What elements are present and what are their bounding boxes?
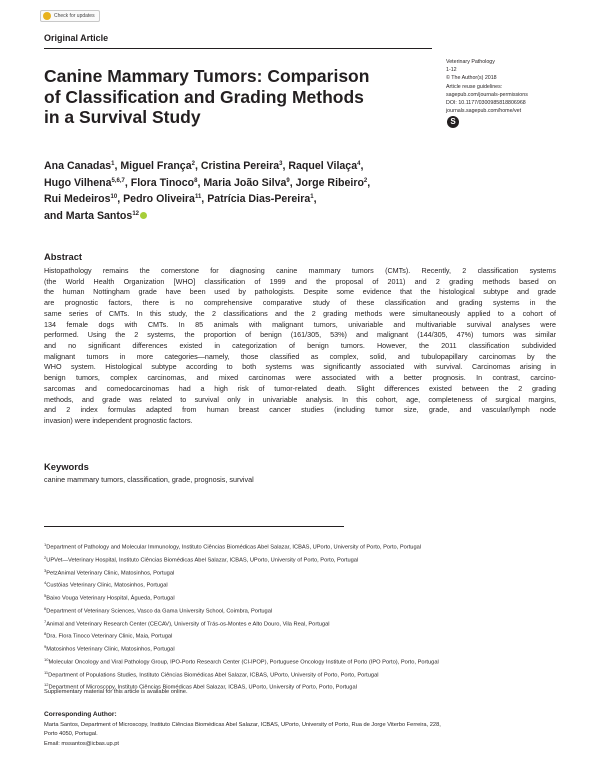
corresponding-address: Marta Santos, Department of Microscopy, Instituto Ciências Biomédicas Abel Salazar, ICBAS, UPorto, University of Porto, Rua de Jorge Viterbo Ferreira, 228, [44,722,441,728]
title-line: in a Survival Study [44,107,201,127]
author-affil-ref: 11 [194,194,202,201]
author-affil-ref: 9 [286,177,290,184]
abstract-line: the human Nottingham grade have been used by pathologists. Despite some evidence that the histological subtype and grade [44,287,556,297]
affiliation-number: 2 [44,554,47,560]
journal-copyright: © The Author(s) 2018 [446,75,497,82]
affiliation-text: Matosinhos Veterinary Clinic, Matosinhos, Portugal [46,646,175,653]
affiliation-text: Animal and Veterinary Research Center (CECAV), University of Trás-os-Montes e Alto Douro, Vila Real, Portugal [46,621,330,627]
author-affil-ref: 1 [111,161,115,167]
title-line: of Classification and Grading Methods [44,86,364,107]
check-updates-icon [43,12,51,20]
author-affil-ref: 4 [357,161,361,167]
affiliation-text: Department of Veterinary Sciences, Vasco da Gama University School, Coimbra, Portugal [46,608,273,615]
journal-home-link[interactable]: journals.sagepub.com/home/vet [446,108,522,115]
affiliation-text: Baixo Vouga Veterinary Hospital, Águeda, Portugal [46,595,175,602]
affiliation-item [44,629,564,642]
author-affil-ref: 1 [310,194,314,201]
author-sep: , [124,176,131,189]
abstract-line: WHO system. Histological subtype according to both systems was significantly associated with survival. Carcinomas arising in [44,362,556,372]
author-sep: , [282,160,289,172]
author-name: Patrícia Dias-Pereira [207,193,311,206]
journal-info [446,58,528,115]
affiliation-number: 8 [44,631,47,637]
affiliation-number: 9 [44,644,47,649]
sage-logo-icon: S [447,116,459,128]
journal-doi[interactable]: DOI: 10.1177/0300985818806968 [446,100,526,107]
affiliation-number: 4 [44,580,47,586]
affiliation-number: 7 [44,618,47,624]
affiliation-item [44,642,564,655]
affiliation-item [44,617,564,630]
affiliation-text: PetzAnimal Veterinary Clinic, Matosinhos, Portugal [46,570,175,576]
affiliation-number: 11 [44,669,49,675]
author-sep: , [289,176,296,189]
author-name: and Marta Santos [44,209,133,222]
affiliation-item [44,578,564,591]
author-line [44,207,444,224]
affiliation-item [44,668,564,681]
affiliation-number: 1 [44,542,47,547]
affiliation-number: 10 [44,656,49,662]
author-affil-ref: 5,6,7 [111,177,125,184]
abstract-line: are prognostic factors, there is no comprehensive comparative study of these classification and grading systems in the [44,298,556,308]
affiliation-item [44,591,564,604]
affiliation-text: Molecular Oncology and Viral Pathology Group, IPO-Porto Research Center (CI-IPOP), Portuguese Oncology Institute of Porto (IPO Porto), Porto, Portugal [48,659,439,666]
author-sep: , [313,193,317,206]
affiliation-number: 6 [44,605,47,611]
abstract-heading: Abstract [44,251,83,262]
author-affil-ref: 12 [132,210,139,217]
author-name: Raquel Vilaça [288,160,358,172]
corresponding-author [44,721,564,749]
journal-reuse-link[interactable]: sagepub.com/journals-permissions [446,91,528,98]
abstract-line: benign tumors, complex carcinomas, and mixed carcinomas were associated with a better prognosis. In contrast, carcino- [44,373,556,383]
check-updates-label: Check for updates [54,13,95,19]
affiliation-item [44,553,564,566]
journal-name: Veterinary Pathology [446,59,495,65]
affiliation-number: 5 [44,593,47,598]
affiliation-item [44,604,564,617]
affiliation-text: Department of Populations Studies, Instituto Ciências Biomédicas Abel Salazar, ICBAS, UPorto, University of Porto, Porto, Portugal [48,672,379,678]
author-sep: , [197,176,204,189]
abstract-line: sarcomas and comedocarcinomas had a high risk of tumor-related death. Slight differences existed between the 2 grading [44,383,556,393]
author-name: Ana Canadas [44,160,112,172]
keywords-list: canine mammary tumors, classification, grade, prognosis, survival [44,475,254,484]
abstract-line: 134 female dogs with CMTs. In 85 animals with malignant tumors, univariable and multivariable survival analyses were [44,319,556,329]
author-affil-ref: 8 [194,177,198,184]
author-sep: , [360,160,364,172]
abstract-line: malignant tumors in more categories—namely, those classified as complex, solid, and tubulopapillary carcinomas by the [44,351,556,361]
author-sep: , [114,160,121,172]
affiliation-text: Custóias Veterinary Clinic, Matosinhos, Portugal [46,582,168,589]
author-affil-ref: 10 [110,194,118,201]
header-divider [44,48,432,49]
abstract-line: methods, and grade was related to survival only in univariable analysis. In this cohort, age, completeness of surgical margins, [44,394,556,404]
author-affil-ref: 2 [191,161,195,167]
abstract-line: invasion) were independent prognostic factors. [44,416,193,426]
abstract-line: same series of CMTs. In this study, the 2 classifications and the 2 grading methods were simultaneously applied to a cohort of [44,308,556,318]
keywords-heading: Keywords [44,461,89,472]
corresponding-email[interactable]: Email: mssantos@icbas.up.pt [44,740,120,747]
abstract-body [44,266,556,427]
abstract-line: performed. Using the 2 systems, the proportion of benign (161/305, 53%) and malignant (144/305, 47%) tumors was similar [44,330,556,340]
abstract-line: (the World Health Organization [WHO] classification of 1999 and the proposal of 2011) and 2 grading methods based on [44,276,556,286]
abstract-line: and 2 index formulas adapted from human breast cancer studies (including tumor size, grade, and vascular/lymph node [44,405,556,415]
journal-reuse: Article reuse guidelines: [446,83,503,90]
affiliation-text: Department of Microscopy, Instituto Ciências Biomédicas Abel Salazar, ICBAS, UPorto, University of Porto, Porto, Portugal [48,684,357,691]
affiliation-item [44,566,564,579]
author-name: Jorge Ribeiro [295,176,364,189]
author-line [44,174,444,191]
author-line [44,157,444,174]
abstract-line: Histopathology remains the cornerstone for diagnosing canine mammary tumors (CMTs). Recently, 2 classification systems [44,266,556,275]
author-sep: , [194,160,201,172]
check-for-updates-badge[interactable] [40,10,100,22]
author-list [44,157,444,223]
author-sep: , [201,193,208,206]
author-name: Flora Tinoco [130,176,195,189]
author-name: Hugo Vilhena [44,176,112,189]
affiliation-item [44,655,564,668]
article-type: Original Article [44,33,109,43]
article-title [44,66,424,128]
author-sep: , [117,193,124,206]
author-name: Maria João Silva [203,176,287,189]
author-affil-ref: 3 [279,161,283,167]
affiliations [44,540,564,693]
author-name: Pedro Oliveira [123,193,195,206]
author-name: Rui Medeiros [44,193,111,206]
author-sep: , [367,176,371,189]
affiliation-text: Department of Pathology and Molecular Immunology, Instituto Ciências Biomédicas Abel Salazar, ICBAS, UPorto, University of Porto, Porto, Portugal [46,544,422,551]
author-line [44,190,444,207]
orcid-icon[interactable] [140,212,147,219]
affiliation-text: UPVet—Veterinary Hospital, Instituto Ciências Biomédicas Abel Salazar, ICBAS, UPorto, University of Porto, Porto, Portugal [46,557,359,564]
corresponding-address: Porto 4050, Portugal. [44,731,98,738]
abstract-line: and no significant differences existed in categorization of benign tumors. However, the 2011 classification subdivided [44,341,556,351]
corresponding-heading: Corresponding Author: [44,711,117,718]
journal-pages: 1-12 [446,67,457,74]
author-name: Cristina Pereira [200,160,280,172]
supplementary-note: Supplementary material for this article is available online. [44,689,188,695]
author-name: Miguel França [120,160,192,172]
footnote-divider [44,526,344,527]
affiliation-text: Dra. Flora Tinoco Veterinary Clinic, Maia, Portugal [46,633,173,640]
affiliation-number: 12 [44,682,49,688]
author-affil-ref: 2 [363,177,368,184]
affiliation-number: 3 [44,567,47,573]
affiliation-item [44,540,564,553]
title-line: Canine Mammary Tumors: Comparison [44,66,370,86]
